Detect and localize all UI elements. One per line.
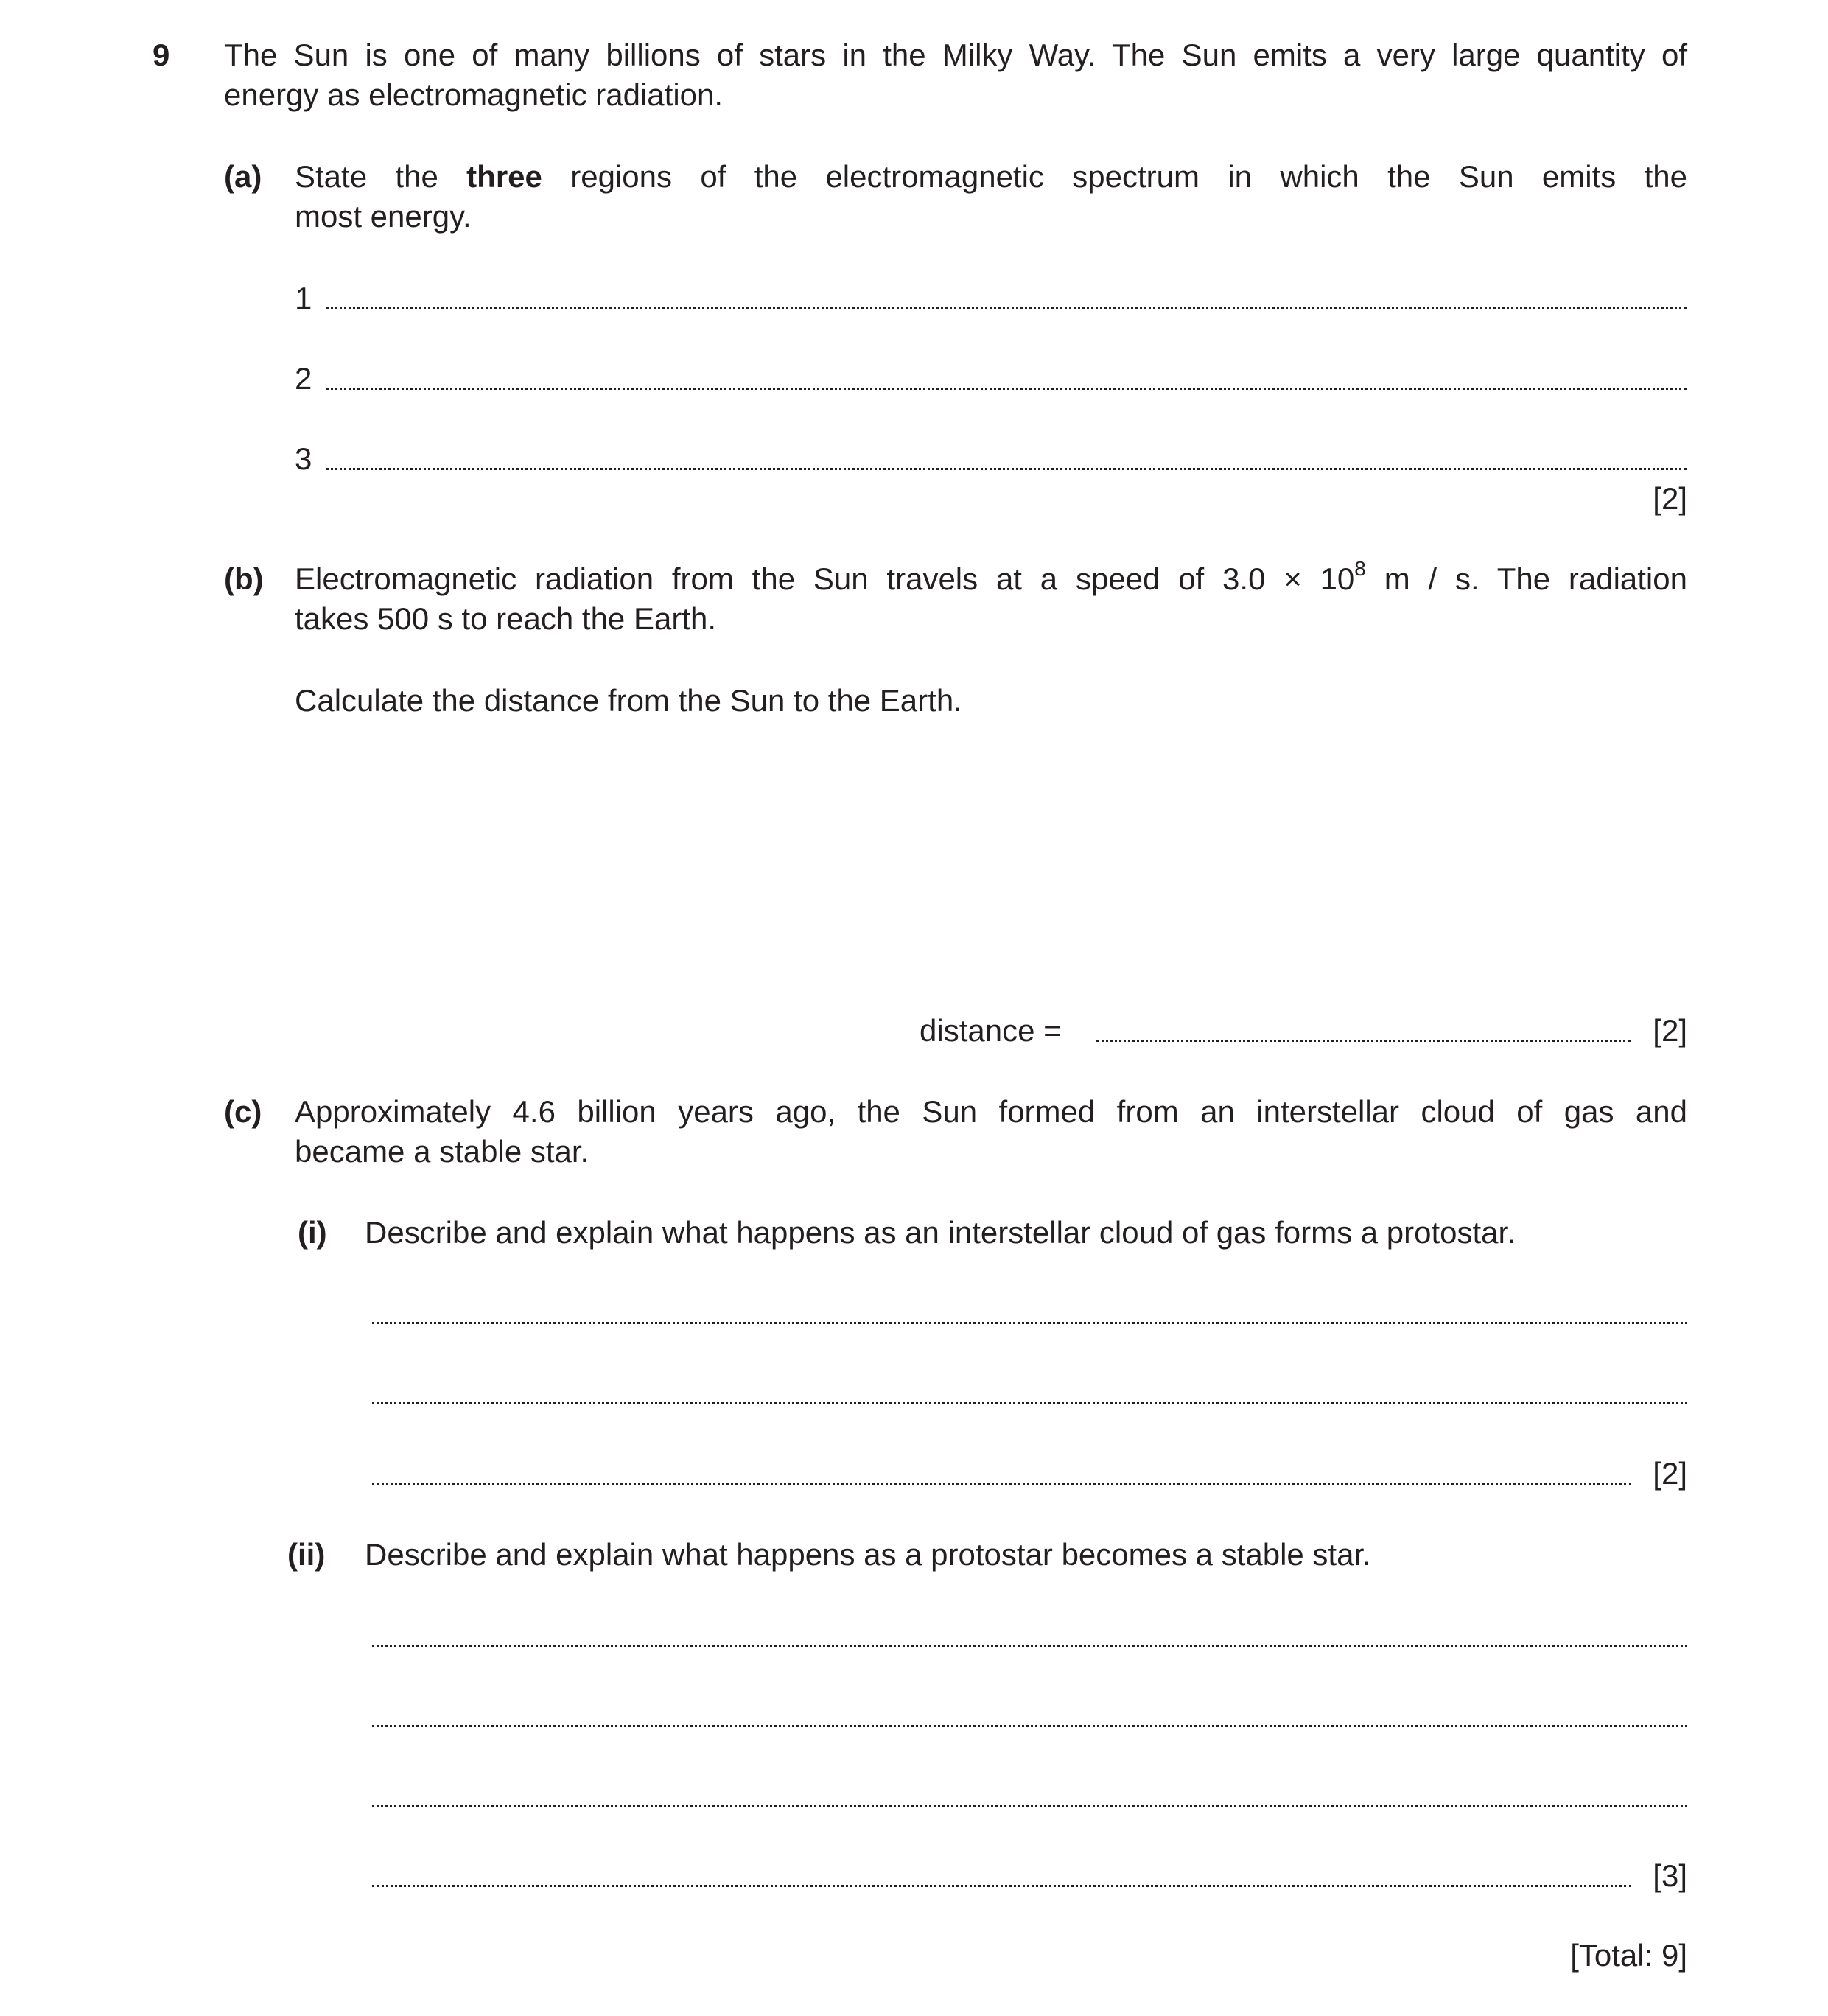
part-c-intro-line1: Approximately 4.6 billion years ago, the Sun formed from an interstellar cloud of gas and [295,1094,1687,1129]
part-a-label: (a) [224,159,262,194]
question-intro-line1: The Sun is one of many billions of stars in the Milky Way. The Sun emits a very large quantity of [224,38,1687,72]
part-b-text-pre: Electromagnetic radiation from the Sun travels at a speed of 3.0 × 10 [295,561,1355,596]
part-b-exponent: 8 [1354,557,1366,580]
answer-line-2[interactable] [326,388,1687,390]
part-a-text-post: regions of the electromagnetic spectrum in which the Sun emits the [570,159,1688,194]
answer-number-3: 3 [295,441,312,476]
part-c-i-marks: [2] [1653,1456,1687,1491]
part-a-question-line2: most energy. [295,199,472,234]
part-c-i-answer-line-3[interactable] [372,1483,1631,1485]
part-b-question-line2: takes 500 s to reach the Earth. [295,601,717,636]
part-a-question-line1 [295,157,1687,197]
part-b-marks: [2] [1653,1013,1687,1048]
total-marks: [Total: 9] [1570,1938,1687,1973]
part-a-text-bold: three [466,159,542,194]
part-b-label: (b) [224,561,264,596]
part-c-ii-marks: [3] [1653,1858,1687,1893]
part-c-i-question: Describe and explain what happens as an interstellar cloud of gas forms a protostar. [365,1215,1516,1250]
part-c-label: (c) [224,1094,262,1129]
distance-answer-line[interactable] [1096,1040,1631,1042]
part-a-text-pre: State the [295,159,438,194]
part-c-ii-answer-line-3[interactable] [372,1805,1687,1807]
part-c-ii-answer-line-2[interactable] [372,1725,1687,1727]
part-c-i-answer-line-2[interactable] [372,1402,1687,1404]
question-number: 9 [153,38,170,72]
part-c-ii-answer-line-4[interactable] [372,1885,1631,1887]
part-a-marks: [2] [1653,481,1687,516]
part-c-i-label: (i) [298,1215,327,1250]
answer-line-1[interactable] [326,307,1687,309]
answer-number-1: 1 [295,281,312,315]
part-c-ii-answer-line-1[interactable] [372,1645,1687,1647]
answer-line-3[interactable] [326,468,1687,470]
part-c-intro-line2: became a stable star. [295,1134,589,1169]
distance-label: distance = [920,1013,1062,1048]
part-b-question-line1 [295,559,1687,599]
part-b-instruction: Calculate the distance from the Sun to the Earth. [295,683,962,718]
part-c-ii-question: Describe and explain what happens as a protostar becomes a stable star. [365,1537,1371,1572]
part-c-i-answer-line-1[interactable] [372,1322,1687,1324]
question-intro-line2: energy as electromagnetic radiation. [224,77,724,112]
part-b-text-post: m / s. The radiation [1384,561,1687,596]
part-c-ii-label: (ii) [287,1537,326,1572]
answer-number-2: 2 [295,361,312,396]
